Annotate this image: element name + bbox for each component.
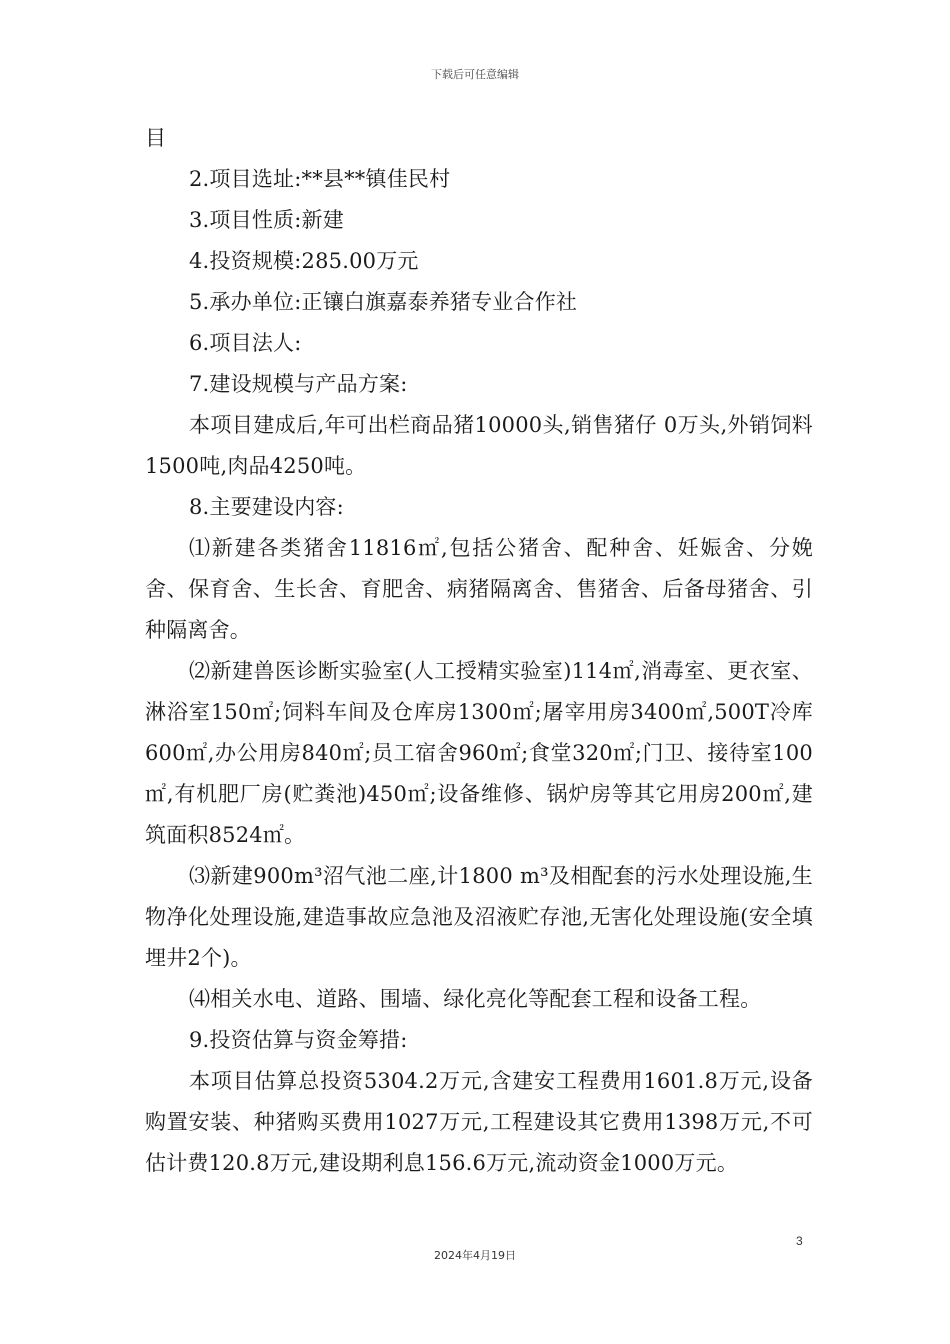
- page-header: 下载后可任意编辑: [431, 68, 519, 81]
- page-number: 3: [796, 1234, 803, 1248]
- item-investment-heading: 9.投资估算与资金筹措:: [189, 1028, 408, 1052]
- item-investment-scale: 4.投资规模:285.00万元: [189, 249, 419, 273]
- paragraph-construction-1: ⑴新建各类猪舍11816㎡,包括公猪舍、配种舍、妊娠舍、分娩舍、保育舍、生长舍、育肥舍、病猪隔离舍、售猪舍、后备母猪舍、引种隔离舍。: [145, 536, 813, 642]
- paragraph-output-plan: 本项目建成后,年可出栏商品猪10000头,销售猪仔 0万头,外销饲料1500吨,肉品4250吨。: [145, 413, 813, 478]
- item-construction-heading: 8.主要建设内容:: [189, 495, 344, 519]
- item-project-location: 2.项目选址:**县**镇佳民村: [189, 167, 451, 191]
- item-project-nature: 3.项目性质:新建: [189, 208, 344, 232]
- footer-date: 2024年4月19日: [434, 1249, 516, 1262]
- paragraph-continuation: 目: [145, 126, 167, 150]
- item-organizer: 5.承办单位:正镶白旗嘉泰养猪专业合作社: [189, 290, 578, 314]
- item-scale-heading: 7.建设规模与产品方案:: [189, 372, 408, 396]
- paragraph-construction-3: ⑶新建900m³沼气池二座,计1800 m³及相配套的污水处理设施,生物净化处理设施,建造事故应急池及沼液贮存池,无害化处理设施(安全填埋井2个)。: [145, 864, 813, 970]
- paragraph-construction-2: ⑵新建兽医诊断实验室(人工授精实验室)114㎡,消毒室、更衣室、淋浴室150㎡;饲料车间及仓库房1300㎡;屠宰用房3400㎡,500T冷库600㎡,办公用房840㎡;员工宿舍960㎡;食堂320㎡;门卫、接待室100㎡,有机肥厂房(贮粪池)450㎡;设备维修、锅炉房等其它用房200㎡,建筑面积8524㎡。: [145, 659, 813, 847]
- paragraph-investment-estimate: 本项目估算总投资5304.2万元,含建安工程费用1601.8万元,设备购置安装、种猪购买费用1027万元,工程建设其它费用1398万元,不可估计费120.8万元,建设期利息156.6万元,流动资金1000万元。: [145, 1069, 813, 1175]
- paragraph-construction-4: ⑷相关水电、道路、围墙、绿化亮化等配套工程和设备工程。: [189, 987, 762, 1011]
- document-body: [145, 118, 813, 1184]
- item-legal-person: 6.项目法人:: [189, 331, 302, 355]
